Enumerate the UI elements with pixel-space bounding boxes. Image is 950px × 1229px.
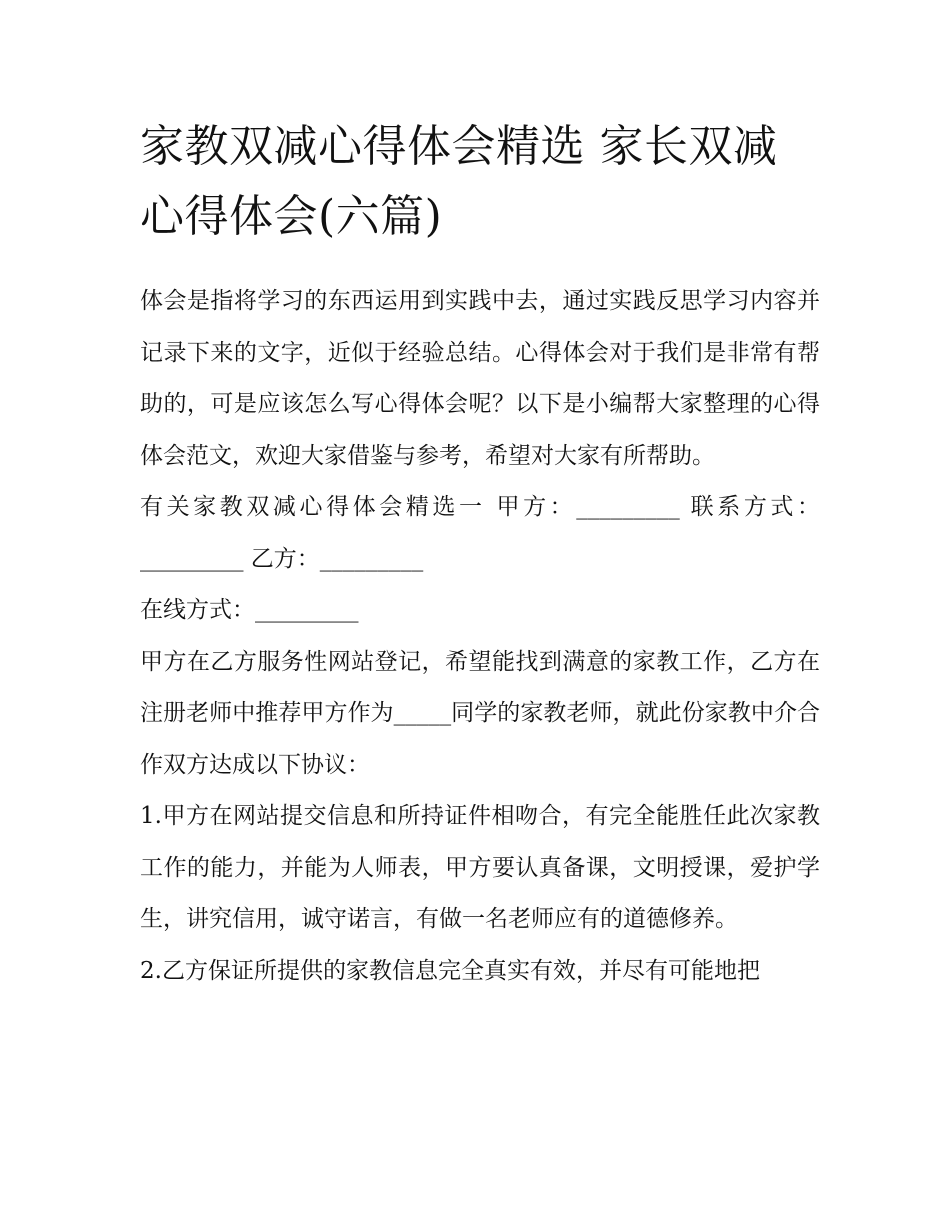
online-contact-paragraph: 在线方式：_________: [140, 597, 359, 623]
contract-parties-paragraph: 有关家教双减心得体会精选一 甲方：_________ 联系方式：_________ 乙方：_________: [140, 494, 820, 572]
document-page: [140, 112, 820, 997]
intro-paragraph: 体会是指将学习的东西运用到实践中去，通过实践反思学习内容并记录下来的文字，近似于经验总结。心得体会对于我们是非常有帮助的，可是应该怎么写心得体会呢？以下是小编帮大家整理的心得体会范文，欢迎大家借鉴与参考，希望对大家有所帮助。: [140, 288, 820, 469]
document-title: 家教双减心得体会精选 家长双减心得体会(六篇): [140, 121, 778, 242]
clause-2-paragraph: 2.乙方保证所提供的家教信息完全真实有效，并尽有可能地把: [140, 957, 760, 984]
clause-1-paragraph: 1.甲方在网站提交信息和所持证件相吻合，有完全能胜任此次家教工作的能力，并能为人师表，甲方要认真备课，文明授课，爱护学生，讲究信用，诚守诺言，有做一名老师应有的道德修养。: [140, 803, 820, 932]
agreement-preamble-paragraph: 甲方在乙方服务性网站登记，希望能找到满意的家教工作，乙方在注册老师中推荐甲方作为_____同学的家教老师，就此份家教中介合作双方达成以下协议：: [140, 648, 820, 778]
